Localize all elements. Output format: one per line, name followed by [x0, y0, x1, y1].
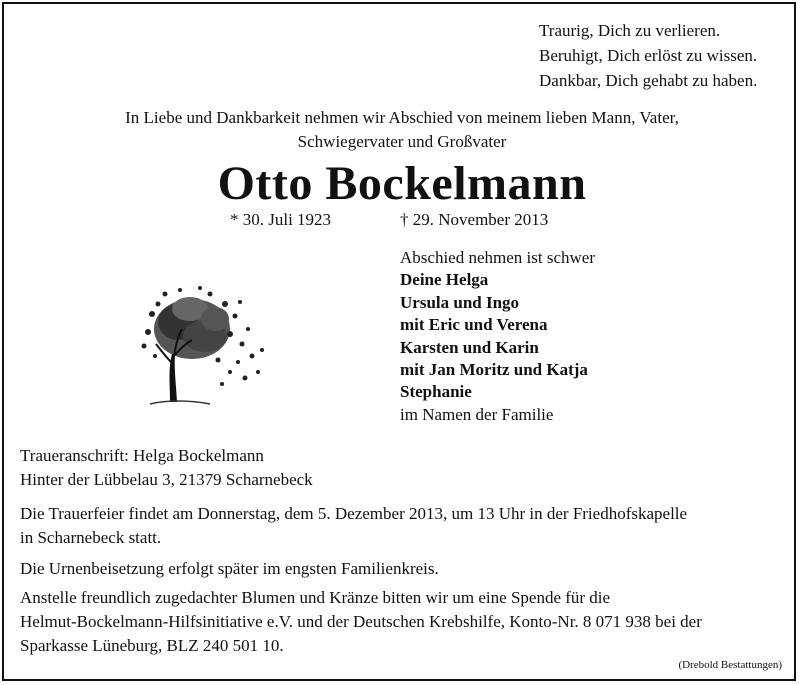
address-line-2: Hinter der Lübbelau 3, 21379 Scharnebeck	[20, 470, 313, 489]
family-name: Ursula und Ingo	[400, 292, 520, 312]
deceased-name: Otto Bockelmann	[217, 157, 587, 210]
obituary-frame	[2, 2, 796, 681]
donation-line-3: Sparkasse Lüneburg, BLZ 240 501 10.	[20, 636, 284, 655]
family-name: Deine Helga	[400, 270, 489, 290]
donation-paragraph	[20, 586, 790, 658]
funeral-paragraph	[20, 502, 790, 550]
funeral-home-credit: (Drebold Bestattungen)	[678, 659, 782, 671]
donation-line-1: Anstelle freundlich zugedachter Blumen und Kränze bitten wir um eine Spende für die	[20, 588, 611, 607]
urn-paragraph: Die Urnenbeisetzung erfolgt später im engsten Familienkreis.	[20, 559, 439, 578]
family-heading: Abschied nehmen ist schwer	[400, 248, 595, 267]
motto-line-2: Beruhigt, Dich erlöst zu wissen.	[539, 46, 758, 65]
intro-line-2: Schwiegervater und Großvater	[297, 132, 507, 151]
family-name: Stephanie	[400, 382, 472, 402]
family-name: mit Eric und Verena	[400, 315, 548, 335]
birth-date: * 30. Juli 1923	[230, 210, 332, 229]
family-name: mit Jan Moritz und Katja	[400, 360, 588, 380]
mourning-address	[20, 444, 313, 492]
funeral-line-2: in Scharnebeck statt.	[20, 528, 162, 547]
family-name: Karsten und Karin	[400, 337, 539, 357]
donation-line-2: Helmut-Bockelmann-Hilfsinitiative e.V. und der Deutschen Krebshilfe, Konto-Nr. 8 071 938 bei der	[20, 612, 702, 631]
family-closing: im Namen der Familie	[400, 404, 554, 424]
tree-icon	[130, 274, 270, 409]
intro-line-1: In Liebe und Dankbarkeit nehmen wir Abschied von meinem lieben Mann, Vater,	[125, 108, 679, 127]
death-date: † 29. November 2013	[400, 210, 549, 229]
family-signatures	[400, 247, 595, 426]
motto-line-1: Traurig, Dich zu verlieren.	[539, 21, 721, 40]
address-line-1: Traueranschrift: Helga Bockelmann	[20, 446, 264, 465]
funeral-line-1: Die Trauerfeier findet am Donnerstag, dem 5. Dezember 2013, um 13 Uhr in der Friedhofskapelle	[20, 504, 688, 523]
intro-text	[4, 106, 800, 154]
motto-verse	[539, 18, 757, 93]
motto-line-3: Dankbar, Dich gehabt zu haben.	[539, 71, 758, 90]
